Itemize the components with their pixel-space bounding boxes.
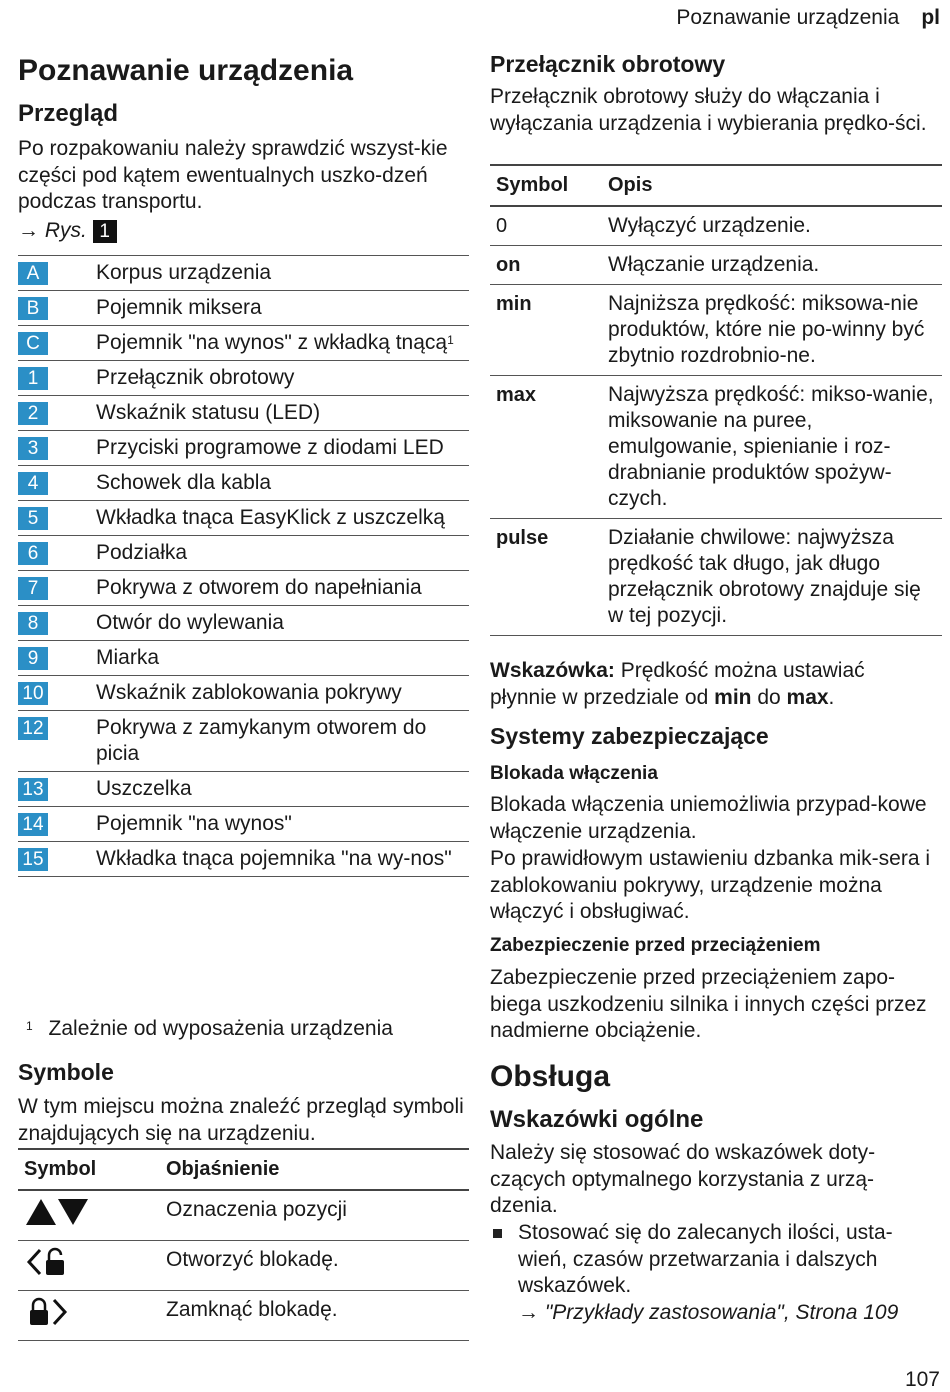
- part-key-badge: 8: [18, 612, 48, 635]
- parts-row: [18, 536, 469, 571]
- lock-icon: [24, 1297, 90, 1327]
- overload-text: Zabezpieczenie przed przeciążeniem zapo-biega uszkodzeniu silnika i innych części przez nadmierne obciążenie.: [490, 966, 927, 1042]
- lock-heading: Blokada włączenia: [490, 763, 658, 784]
- part-label: Miarka: [96, 646, 160, 669]
- note-text-2: do: [751, 685, 787, 709]
- general-heading: Wskazówki ogólne: [490, 1106, 704, 1133]
- part-key-badge: B: [18, 297, 48, 320]
- unlock-icon: [24, 1247, 90, 1277]
- part-label: Przełącznik obrotowy: [96, 366, 295, 389]
- note-text: Prędkość można ustawiać płynnie w przedziale od: [490, 659, 865, 709]
- part-key-badge: 4: [18, 472, 48, 495]
- symbol-row: [18, 1190, 469, 1241]
- page-title: Poznawanie urządzenia: [18, 54, 354, 87]
- switch-heading: Przełącznik obrotowy: [490, 51, 726, 77]
- switch-symbol: pulse: [490, 519, 602, 636]
- switch-desc: Najwyższa prędkość: mikso-wanie, miksowanie na puree, emulgowanie, spienianie i roz-drabnianie produktów spożyw-czych.: [602, 376, 942, 519]
- switch-symbol: max: [490, 376, 602, 519]
- symbol-desc: Otworzyć blokadę.: [160, 1241, 469, 1291]
- part-key-badge: 12: [18, 717, 48, 740]
- figure-ref-label: Rys.: [44, 219, 87, 242]
- note-min: min: [714, 685, 752, 709]
- header-language: pl: [921, 6, 940, 29]
- switch-desc: Włączanie urządzenia.: [602, 246, 942, 285]
- parts-table: [18, 255, 469, 877]
- parts-row: [18, 676, 469, 711]
- page-number: 107: [904, 1368, 940, 1391]
- parts-row: [18, 466, 469, 501]
- parts-row: [18, 326, 469, 361]
- symbol-desc: Zamknąć blokadę.: [160, 1291, 469, 1341]
- switch-symbol: 0: [490, 206, 602, 246]
- overview-text: Po rozpakowaniu należy sprawdzić wszyst-kie części pod kątem ewentualnych uszko-dzeń podczas transportu.: [18, 137, 448, 213]
- parts-row: [18, 842, 469, 877]
- figure-reference: [18, 218, 117, 245]
- symbol-row: [18, 1241, 469, 1291]
- part-key-badge: 6: [18, 542, 48, 565]
- position-marks-icon: [24, 1197, 90, 1227]
- operation-title: Obsługa: [490, 1060, 611, 1093]
- switch-desc: Wyłączyć urządzenie.: [602, 206, 942, 246]
- part-key-badge: 5: [18, 507, 48, 530]
- part-key-badge: 15: [18, 848, 48, 871]
- switch-row: [490, 376, 942, 519]
- general-text: Należy się stosować do wskazówek doty-czących optymalnego korzystania z urzą-dzenia.: [490, 1141, 876, 1217]
- switch-col-desc: Opis: [602, 165, 942, 206]
- safety-heading: Systemy zabezpieczające: [490, 723, 769, 749]
- part-label: Wkładka tnąca EasyKlick z uszczelką: [96, 506, 445, 529]
- part-label: Wskaźnik zablokowania pokrywy: [96, 681, 402, 704]
- part-label: Schowek dla kabla: [96, 471, 272, 494]
- switch-desc: Najniższa prędkość: miksowa-nie produktów, które nie po-winny być zbytnio rozdrobnio-ne.: [602, 285, 942, 376]
- part-label: Wskaźnik statusu (LED): [96, 401, 321, 424]
- symbols-heading: Symbole: [18, 1059, 114, 1085]
- parts-row: [18, 291, 469, 326]
- cross-reference-link[interactable]: → "Przykłady zastosowania", Strona 109: [518, 1301, 899, 1324]
- part-label: Pojemnik miksera: [96, 296, 262, 319]
- part-label: Uszczelka: [96, 777, 192, 800]
- footnote-text: Zależnie od wyposażenia urządzenia: [48, 1017, 393, 1040]
- overview-heading: Przegląd: [18, 100, 119, 127]
- parts-row: [18, 361, 469, 396]
- parts-row: [18, 431, 469, 466]
- symbols-col-desc: Objaśnienie: [160, 1149, 469, 1190]
- parts-row: [18, 396, 469, 431]
- part-key-badge: A: [18, 262, 48, 285]
- part-label: Pokrywa z otworem do napełniania: [96, 576, 422, 599]
- note-text-3: .: [828, 685, 835, 709]
- switch-note: [490, 658, 935, 711]
- footnote: [26, 1016, 393, 1043]
- parts-row: [18, 571, 469, 606]
- switch-desc: Działanie chwilowe: najwyższa prędkość tak długo, jak długo przełącznik obrotowy znajduje się w tej pozycji.: [602, 519, 942, 636]
- part-label: Pokrywa z zamykanym otworem do picia: [96, 716, 427, 765]
- part-key-badge: 14: [18, 813, 48, 836]
- part-key-badge: 9: [18, 647, 48, 670]
- part-key-badge: 3: [18, 437, 48, 460]
- switch-row: [490, 519, 942, 636]
- general-bullet: Stosować się do zalecanych ilości, usta-wień, czasów przetwarzania i dalszych wskazówek.: [490, 1220, 928, 1300]
- note-label: Wskazówka:: [490, 659, 615, 682]
- part-footnote-mark: 1: [447, 333, 454, 347]
- part-key-badge: 2: [18, 402, 48, 425]
- parts-row: [18, 501, 469, 536]
- parts-row: [18, 256, 469, 291]
- switch-table: [490, 164, 942, 636]
- overload-heading: Zabezpieczenie przed przeciążeniem: [490, 935, 821, 956]
- parts-row: [18, 772, 469, 807]
- arrow-icon: →: [18, 219, 39, 242]
- part-label: Przyciski programowe z diodami LED: [96, 436, 444, 459]
- parts-row: [18, 606, 469, 641]
- right-column: [490, 0, 942, 1324]
- part-label: Pojemnik "na wynos" z wkładką tnącą: [96, 331, 448, 354]
- symbols-col-symbol: Symbol: [18, 1149, 160, 1190]
- part-label: Pojemnik "na wynos": [96, 812, 292, 835]
- switch-text: Przełącznik obrotowy służy do włączania i wyłączania urządzenia i wybierania prędko-ści.: [490, 85, 927, 135]
- switch-row: [490, 206, 942, 246]
- switch-col-symbol: Symbol: [490, 165, 602, 206]
- header-section: Poznawanie urządzenia: [676, 6, 900, 29]
- symbols-text: W tym miejscu można znaleźć przegląd symboli znajdujących się na urządzeniu.: [18, 1095, 464, 1145]
- symbol-row: [18, 1291, 469, 1341]
- part-key-badge: 13: [18, 778, 48, 801]
- part-label: Wkładka tnąca pojemnika "na wy-nos": [96, 847, 452, 870]
- switch-row: [490, 246, 942, 285]
- symbol-desc: Oznaczenia pozycji: [160, 1190, 469, 1241]
- part-key-badge: 10: [18, 682, 48, 705]
- note-max: max: [786, 685, 829, 709]
- part-label: Podziałka: [96, 541, 188, 564]
- lock-text-1: Blokada włączenia uniemożliwia przypad-kowe włączenie urządzenia.: [490, 793, 927, 843]
- figure-number-badge: 1: [93, 220, 117, 243]
- part-label: Otwór do wylewania: [96, 611, 284, 634]
- part-key-badge: C: [18, 332, 48, 355]
- switch-symbol: min: [490, 285, 602, 376]
- switch-row: [490, 285, 942, 376]
- part-key-badge: 1: [18, 367, 48, 390]
- footnote-number: 1: [26, 1019, 33, 1033]
- parts-row: [18, 711, 469, 772]
- part-label: Korpus urządzenia: [96, 261, 272, 284]
- lock-text-2: Po prawidłowym ustawieniu dzbanka mik-sera i zablokowaniu pokrywy, urządzenie można włączyć i obsługiwać.: [490, 847, 931, 923]
- part-key-badge: 7: [18, 577, 48, 600]
- switch-symbol: on: [490, 246, 602, 285]
- parts-row: [18, 807, 469, 842]
- symbols-table: [18, 1148, 469, 1341]
- parts-row: [18, 641, 469, 676]
